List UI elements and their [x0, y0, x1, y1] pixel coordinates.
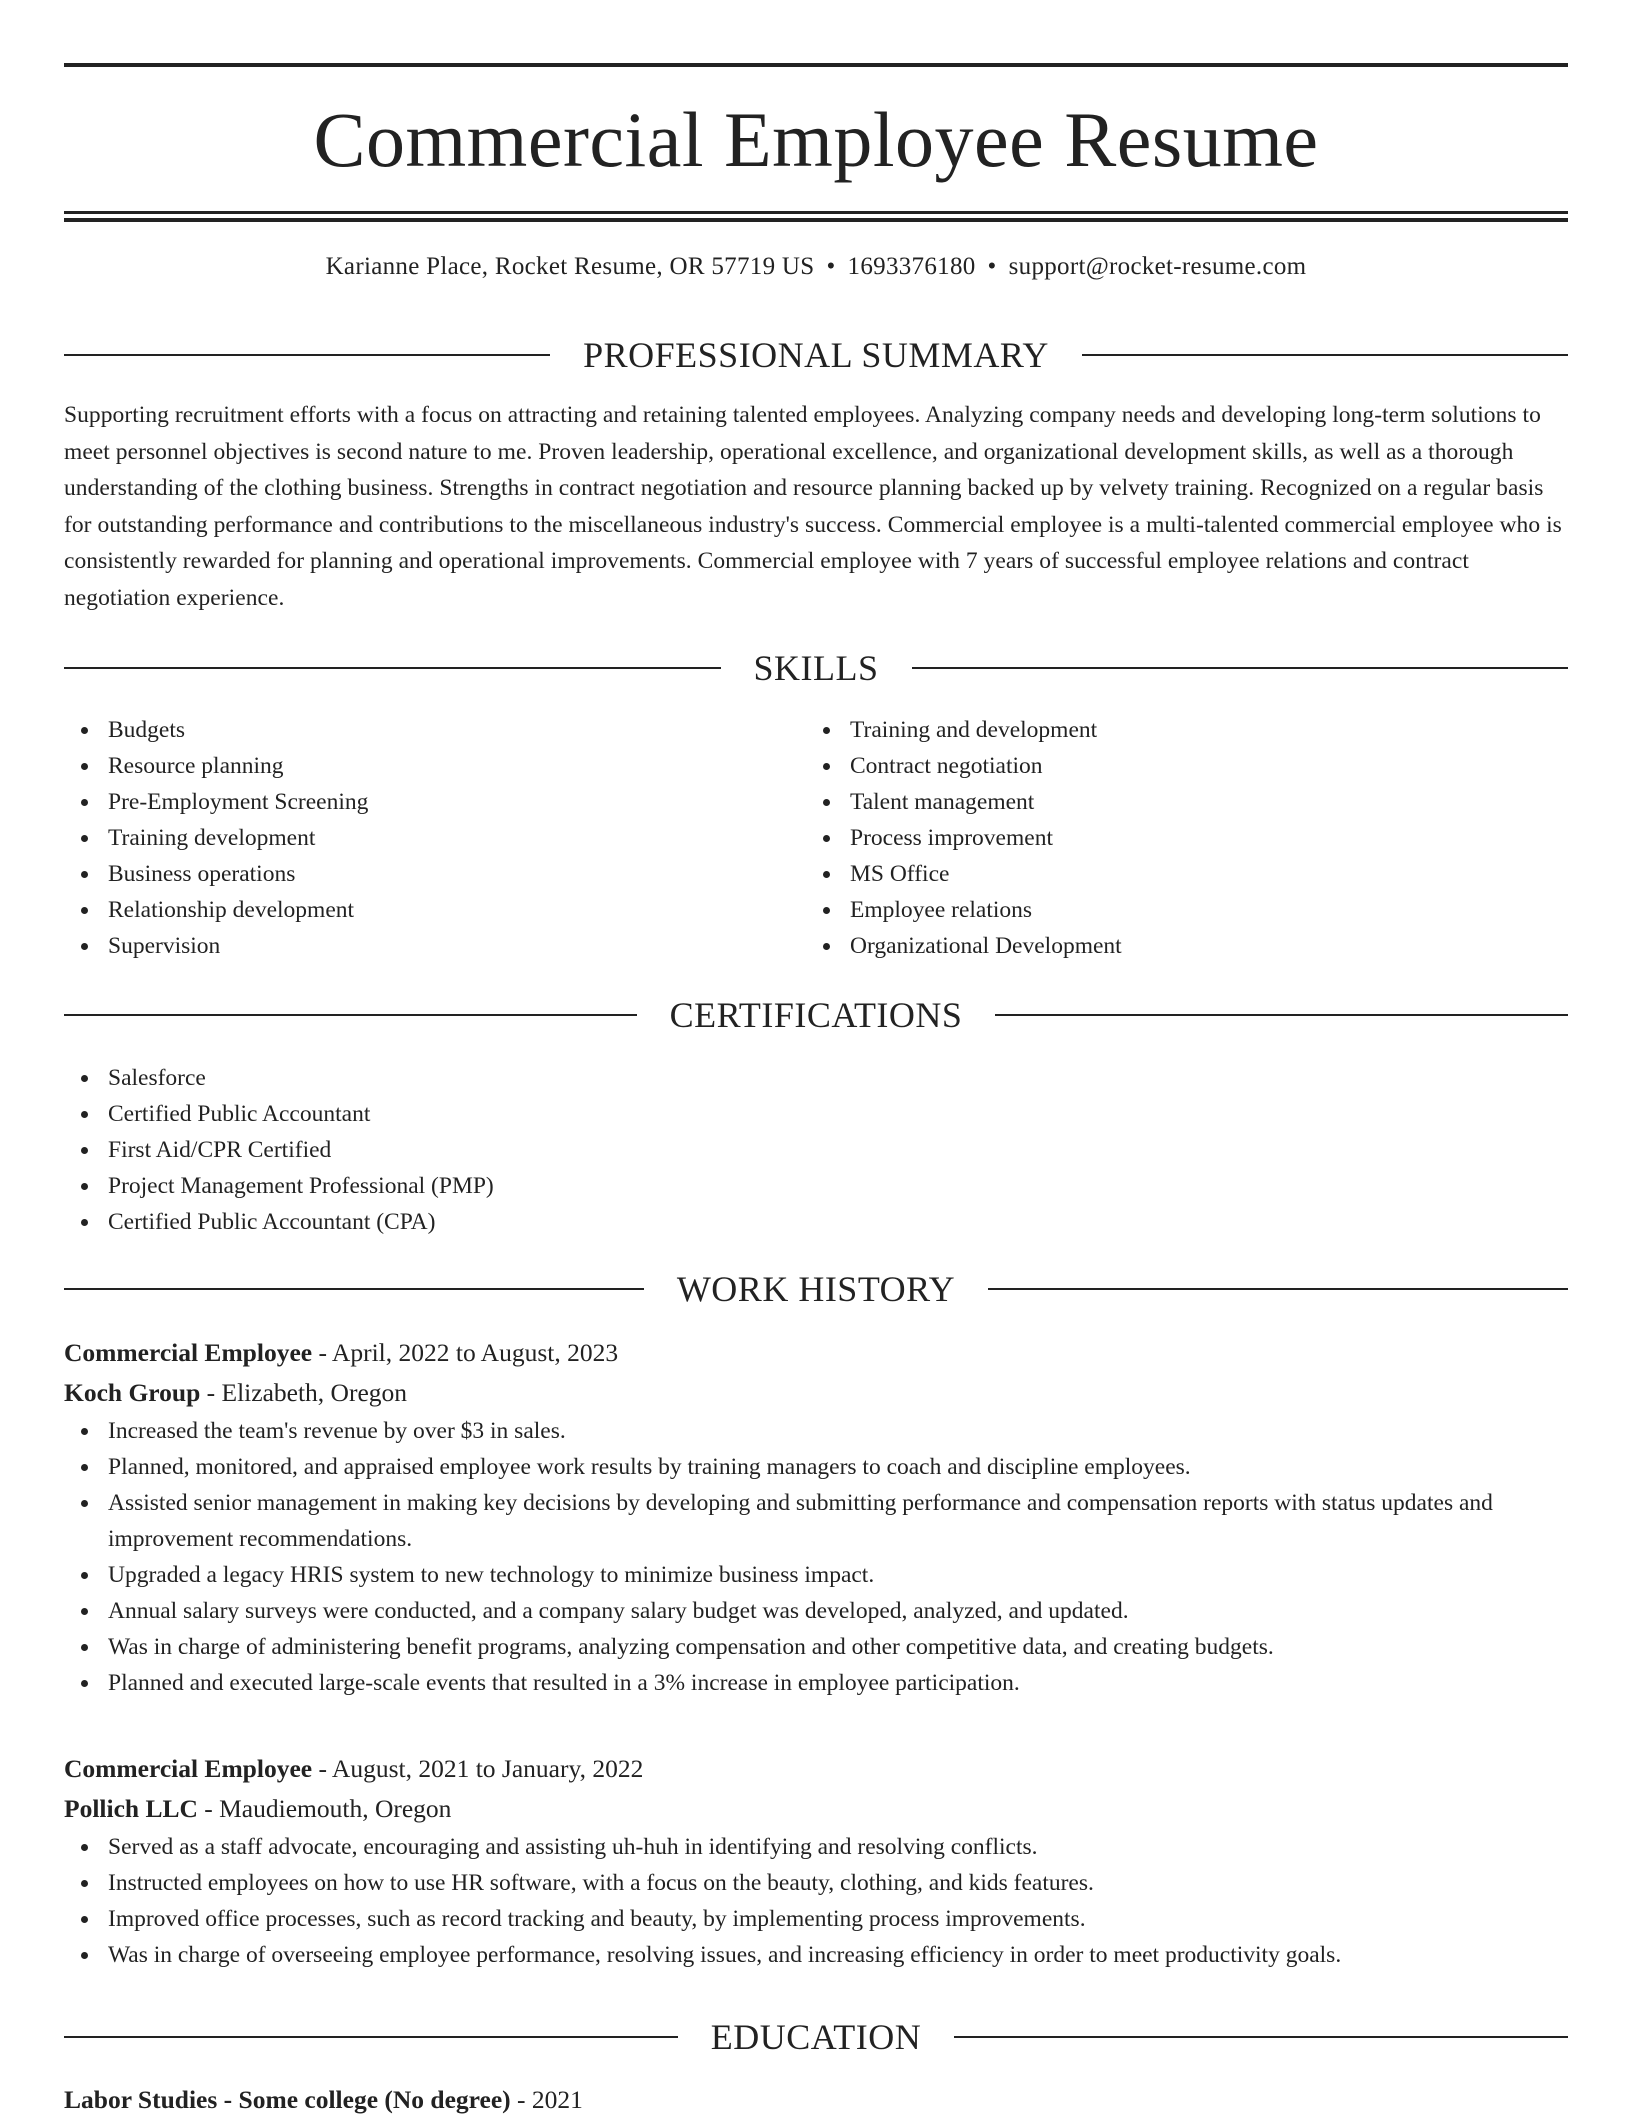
heading-rule-left — [64, 1288, 644, 1290]
job-location: - Maudiemouth, Oregon — [197, 1794, 452, 1823]
job-company-line — [64, 1789, 1568, 1829]
job-dates: - August, 2021 to January, 2022 — [312, 1754, 644, 1783]
contact-line — [64, 251, 1568, 283]
job-company-line — [64, 1373, 1568, 1413]
skill-item: Contract negotiation — [806, 748, 1548, 784]
job-bullets — [64, 1829, 1568, 1973]
job-bullet: Planned, monitored, and appraised employee work results by training managers to coach and discipline employees. — [64, 1449, 1568, 1485]
job-bullets — [64, 1413, 1568, 1701]
skill-item: Supervision — [64, 928, 806, 964]
heading-rule-right — [954, 2036, 1568, 2038]
job-bullet: Was in charge of overseeing employee performance, resolving issues, and increasing efficiency in order to meet productivity goals. — [64, 1937, 1568, 1973]
education-year: - 2021 — [510, 2085, 583, 2114]
skill-item: Talent management — [806, 784, 1548, 820]
skill-item: Employee relations — [806, 892, 1548, 928]
certifications-list — [64, 1060, 1568, 1240]
skill-item: Resource planning — [64, 748, 806, 784]
section-heading-skills — [64, 646, 1568, 690]
job-company: Koch Group — [64, 1378, 201, 1407]
skill-item: Training development — [64, 820, 806, 856]
job-title-line — [64, 1333, 1568, 1373]
heading-rule-right — [1082, 354, 1568, 356]
certification-item: First Aid/CPR Certified — [64, 1132, 1568, 1168]
heading-rule-left — [64, 667, 721, 669]
contact-phone[interactable]: 1693376180 — [847, 253, 976, 280]
skills-column-left — [64, 712, 806, 964]
contact-email[interactable]: support@rocket-resume.com — [1008, 253, 1307, 280]
skill-item: Organizational Development — [806, 928, 1548, 964]
section-heading-summary — [64, 333, 1568, 377]
certification-item: Salesforce — [64, 1060, 1568, 1096]
skill-item: MS Office — [806, 856, 1548, 892]
section-heading-certifications — [64, 993, 1568, 1037]
section-title: PROFESSIONAL SUMMARY — [583, 335, 1049, 375]
skills-list — [64, 712, 1568, 964]
job-bullet: Upgraded a legacy HRIS system to new technology to minimize business impact. — [64, 1557, 1568, 1593]
heading-rule-left — [64, 354, 550, 356]
skill-item: Pre-Employment Screening — [64, 784, 806, 820]
job-dates: - April, 2022 to August, 2023 — [312, 1338, 619, 1367]
job-company: Pollich LLC — [64, 1794, 198, 1823]
certification-item: Certified Public Accountant — [64, 1096, 1568, 1132]
skill-item: Relationship development — [64, 892, 806, 928]
section-title: SKILLS — [753, 648, 879, 688]
header-double-rule — [64, 211, 1568, 222]
job-role: Commercial Employee — [64, 1338, 313, 1367]
section-title: WORK HISTORY — [676, 1269, 956, 1309]
section-heading-work-history — [64, 1267, 1568, 1311]
contact-address: Karianne Place, Rocket Resume, OR 57719 US — [325, 253, 815, 280]
heading-rule-left — [64, 1014, 637, 1016]
skill-item: Budgets — [64, 712, 806, 748]
summary-text: Supporting recruitment efforts with a focus on attracting and retaining talented employees. Analyzing company needs and developing long-term solutions to meet personnel objectives is second nature to me. Proven leadership, operational excellence, and organizational development skills, as well as a thorough understanding of the clothing business. Strengths in contract negotiation and resource planning backed up by velvety training. Recognized on a regular basis for outstanding performance and contributions to the miscellaneous industry's success. Commercial employee is a multi-talented commercial employee who is consistently rewarded for planning and operational improvements. Commercial employee with 7 years of successful employee relations and contract negotiation experience. — [64, 402, 1562, 611]
skill-item: Process improvement — [806, 820, 1548, 856]
job-entry — [64, 1333, 1568, 1701]
job-entry — [64, 1749, 1568, 1973]
job-bullet: Assisted senior management in making key decisions by developing and submitting performance and compensation reports with status updates and improvement recommendations. — [64, 1485, 1568, 1557]
resume-title: Commercial Employee Resume — [313, 96, 1319, 183]
skills-column-right — [806, 712, 1548, 964]
section-title: CERTIFICATIONS — [669, 995, 963, 1035]
job-bullet: Served as a staff advocate, encouraging and assisting uh-huh in identifying and resolving conflicts. — [64, 1829, 1568, 1865]
section-title: EDUCATION — [710, 2017, 922, 2057]
section-heading-education — [64, 2015, 1568, 2059]
job-role: Commercial Employee — [64, 1754, 313, 1783]
skill-item: Business operations — [64, 856, 806, 892]
heading-rule-right — [912, 667, 1569, 669]
job-bullet: Annual salary surveys were conducted, and a company salary budget was developed, analyzed, and updated. — [64, 1593, 1568, 1629]
job-location: - Elizabeth, Oregon — [200, 1378, 408, 1407]
contact-separator: • — [826, 253, 836, 280]
heading-rule-right — [988, 1288, 1568, 1290]
resume-page — [64, 0, 1568, 2114]
contact-separator: • — [987, 253, 997, 280]
job-bullet: Was in charge of administering benefit programs, analyzing compensation and other competitive data, and creating budgets. — [64, 1629, 1568, 1665]
job-bullet: Increased the team's revenue by over $3 in sales. — [64, 1413, 1568, 1449]
heading-rule-left — [64, 2036, 678, 2038]
job-bullet: Instructed employees on how to use HR software, with a focus on the beauty, clothing, and kids features. — [64, 1865, 1568, 1901]
heading-rule-right — [995, 1014, 1568, 1016]
skill-item: Training and development — [806, 712, 1548, 748]
job-bullet: Improved office processes, such as record tracking and beauty, by implementing process improvements. — [64, 1901, 1568, 1937]
certification-item: Certified Public Accountant (CPA) — [64, 1204, 1568, 1240]
job-title-line — [64, 1749, 1568, 1789]
job-bullet: Planned and executed large-scale events that resulted in a 3% increase in employee participation. — [64, 1665, 1568, 1701]
education-entry — [64, 2080, 1568, 2120]
education-degree: Labor Studies - Some college (No degree) — [64, 2085, 511, 2114]
header-top-rule — [64, 63, 1568, 67]
certification-item: Project Management Professional (PMP) — [64, 1168, 1568, 1204]
